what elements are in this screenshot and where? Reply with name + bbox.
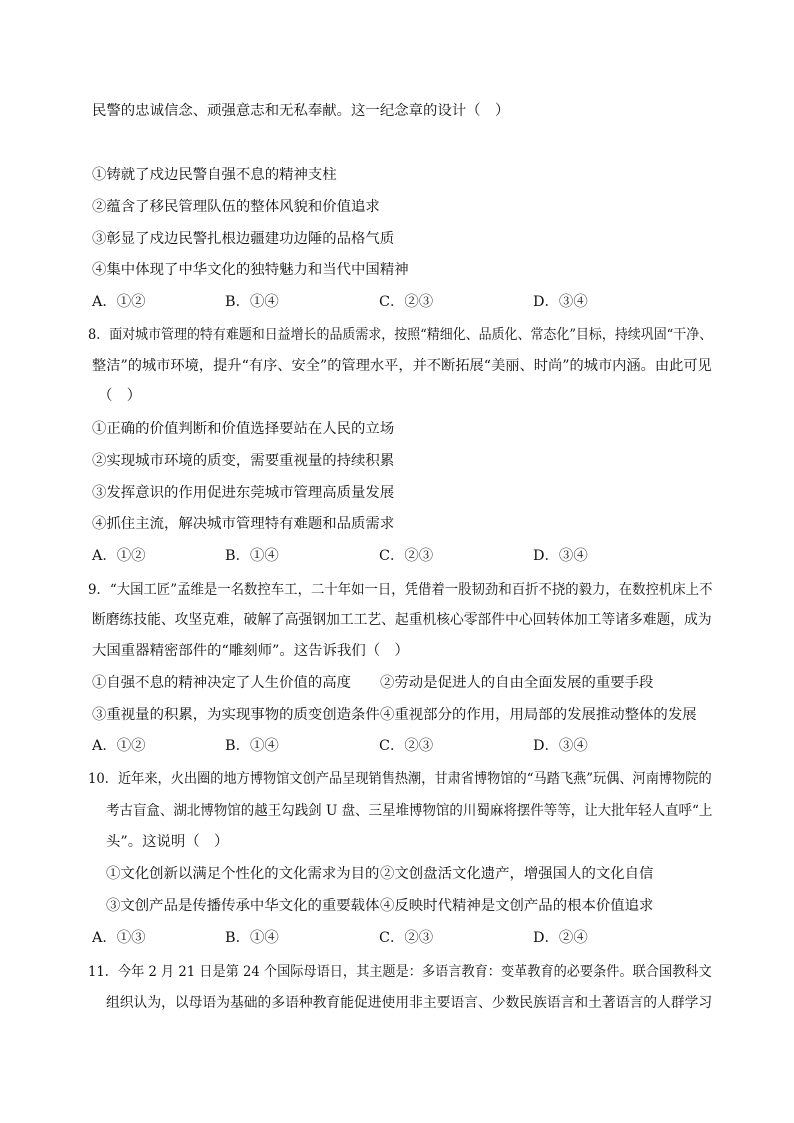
q8-choice-d: D．③④ [533, 548, 588, 564]
q10-choice-c: C．②③ [379, 930, 434, 946]
q9-option-1: ①自强不息的精神决定了人生价值的高度 [92, 675, 352, 691]
q10-stem-line-1: 10．近年来，火出圈的地方博物馆文创产品呈现销售热潮，甘肃省博物馆的“马踏飞燕”玩偶、河南博物院的 [88, 771, 712, 787]
q11-stem-line-1: 11．今年 2 月 21 日是第 24 个国际母语日，其主题是：多语言教育：变革教育的必要条件。联合国教科文 [88, 964, 712, 980]
q11-stem-line-2: 组织认为，以母语为基础的多语种教育能促进使用非主要语言、少数民族语言和土著语言的人群学习 [106, 995, 713, 1011]
q7-tail: 民警的忠诚信念、顽强意志和无私奉献。这一纪念章的设计（ ） [92, 103, 510, 119]
q10-option-4: ④反映时代精神是文创产品的根本价值追求 [380, 898, 654, 914]
q9-choice-c: C．②③ [379, 738, 434, 754]
q10-stem-line-2: 考古盲盒、湖北博物馆的越王勾践剑 U 盘、三星堆博物馆的川蜀麻将摆件等等，让大批年轻人直呼“上 [106, 803, 713, 819]
q7-option-4: ④集中体现了中华文化的独特魅力和当代中国精神 [92, 262, 409, 278]
q7-choices [92, 292, 612, 312]
q10-choices [92, 928, 612, 948]
q9-choices [92, 736, 612, 756]
q7-choice-a: A．①② [92, 294, 146, 310]
q7-choice-c: C．②③ [379, 294, 434, 310]
q10-choice-a: A．①③ [92, 930, 146, 946]
q8-choice-a: A．①② [92, 548, 146, 564]
q9-stem-line-1: 9．“大国工匠”孟维是一名数控车工，二十年如一日，凭借着一股韧劲和百折不挠的毅力，在数控机床上不 [88, 582, 713, 598]
q9-option-4: ④重视部分的作用，用局部的发展推动整体的发展 [380, 707, 697, 723]
q7-option-3: ③彰显了戍边民警扎根边疆建功边陲的品格气质 [92, 231, 395, 247]
q8-choice-c: C．②③ [379, 548, 434, 564]
q8-option-2: ②实现城市环境的质变，需要重视量的持续积累 [92, 453, 395, 469]
q8-option-4: ④抓住主流，解决城市管理特有难题和品质需求 [92, 516, 395, 532]
q8-option-1: ①正确的价值判断和价值选择要站在人民的立场 [92, 421, 395, 437]
q10-stem-line-3: 头”。这说明（ ） [106, 834, 229, 850]
q10-choice-b: B．①④ [225, 930, 279, 946]
q8-stem-line-2: 整洁”的城市环境，提升“有序、安全”的管理水平，并不断拓展“美丽、时尚”的城市内涵。由此可见 [92, 358, 712, 374]
q10-option-1: ①文化创新以满足个性化的文化需求为目的 [106, 866, 380, 882]
q8-stem-line-3: （ ） [98, 388, 142, 404]
q7-option-2: ②蕴含了移民管理队伍的整体风貌和价值追求 [92, 199, 380, 215]
q7-choice-d: D．③④ [533, 294, 588, 310]
q10-option-2: ②文创盘活文化遗产，增强国人的文化自信 [380, 866, 654, 882]
q10-option-3: ③文创产品是传播传承中华文化的重要载体 [106, 898, 380, 914]
q8-option-3: ③发挥意识的作用促进东莞城市管理高质量发展 [92, 485, 395, 501]
q9-choice-b: B．①④ [225, 738, 279, 754]
q9-choice-a: A．①② [92, 738, 146, 754]
q10-choice-d: D．②④ [533, 930, 588, 946]
q8-choice-b: B．①④ [225, 548, 279, 564]
q7-choice-b: B．①④ [225, 294, 279, 310]
q9-stem-line-2: 断磨练技能、攻坚克难，破解了高强钢加工工艺、起重机核心零部件中心回转体加工等诸多难题，成为 [92, 612, 712, 628]
q9-choice-d: D．③④ [533, 738, 588, 754]
q8-choices [92, 546, 612, 566]
q7-option-1: ①铸就了戍边民警自强不息的精神支柱 [92, 167, 337, 183]
q9-stem-line-3: 大国重器精密部件的“雕刻师”。这告诉我们（ ） [92, 643, 409, 659]
q8-stem-line-1: 8．面对城市管理的特有难题和日益增长的品质需求，按照“精细化、品质化、常态化”目标，持续巩固“干净、 [88, 327, 713, 343]
q9-option-2: ②劳动是促进人的自由全面发展的重要手段 [380, 675, 654, 691]
q9-option-3: ③重视量的积累，为实现事物的质变创造条件 [92, 707, 380, 723]
